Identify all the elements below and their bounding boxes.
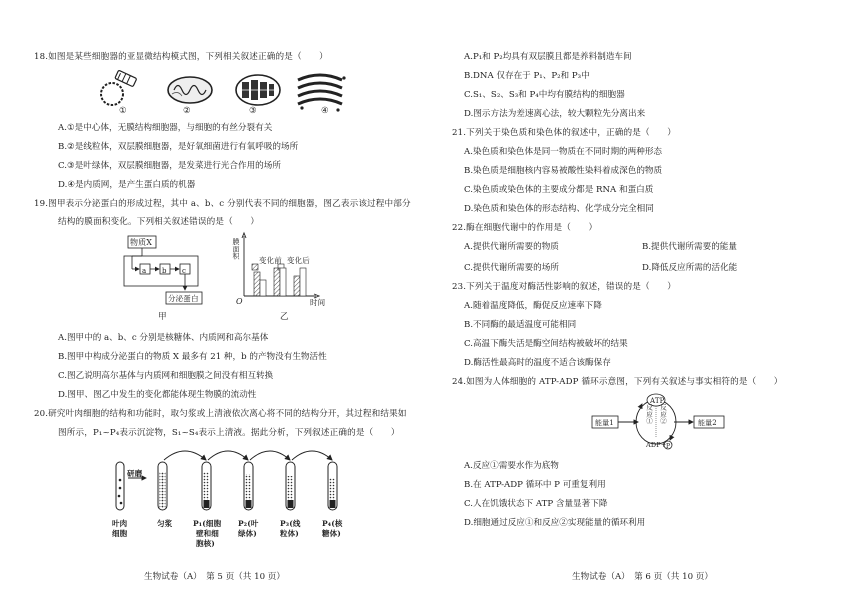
q24-option-b: B.在 ATP-ADP 循环中 P 可重复利用 <box>464 480 606 490</box>
fig-b-legend-before: 变化前 <box>259 256 282 265</box>
q22-stem: 22.酶在细胞代谢中的作用是（ ） <box>452 223 598 233</box>
tube-3-label: P₁(细胞 <box>193 519 222 528</box>
left-footer: 生物试卷（A） 第 5 页（共 10 页） <box>144 572 285 582</box>
atp-label: ATP <box>650 397 665 405</box>
fig-b-y-label: 膜面积 <box>232 238 240 260</box>
bar-3-after <box>300 268 306 296</box>
q23-option-b: B.不同酶的最适温度可能相同 <box>464 320 577 330</box>
q18-organelle-figure <box>90 64 350 120</box>
q18-stem: 18.如图是某些细胞器的亚显微结构模式图，下列相关叙述正确的是（ ） <box>34 52 328 62</box>
q20-tubes-figure <box>110 442 350 518</box>
q19-stem-2: 结构的膜面积变化。下列相关叙述错误的是（ ） <box>58 217 260 227</box>
tube-p3 <box>286 462 295 510</box>
q18-option-a: A.①是中心体，无膜结构细胞器，与细胞的有丝分裂有关 <box>58 123 273 133</box>
fig-b-origin: O <box>236 297 243 306</box>
bar-2-after <box>280 268 286 296</box>
q20-stem-1: 20.研究叶肉细胞的结构和功能时，取匀浆或上清液依次离心将不同的结构分开，其过程和结果如 <box>34 409 407 419</box>
q20-option-d: D.图示方法为差速离心法，较大颗粒先分离出来 <box>464 109 646 119</box>
tube-1-label: 叶肉 <box>112 519 128 528</box>
q22-option-a: A.提供代谢所需要的物质 <box>464 242 559 252</box>
q18-label-3: ③ <box>249 106 257 116</box>
legend-before-swatch <box>252 264 258 270</box>
q23-option-d: D.酶活性最高时的温度不适合该酶保存 <box>464 358 611 368</box>
q19-option-a: A.图甲中的 a、b、c 分别是核糖体、内质网和高尔基体 <box>58 333 269 343</box>
tube-5-label-2: 粒体) <box>280 529 299 538</box>
q21-option-b: B.染色质是细胞核内容易被酸性染料着成深色的物质 <box>464 166 663 176</box>
q20-option-c: C.S₁、S₂、S₃和 P₄中均有膜结构的细胞器 <box>464 90 625 100</box>
q24-stem: 24.如图为人体细胞的 ATP-ADP 循环示意图，下列有关叙述与事实相符的是（ ） <box>452 377 783 387</box>
q22-option-c: C.提供代谢所需要的场所 <box>464 263 559 273</box>
tube-3-label-2: 壁和细 <box>196 529 219 538</box>
tube-1-label-2: 细胞 <box>112 529 128 538</box>
fig-b-x-label: 时间 <box>310 298 326 307</box>
chloroplast-figure <box>236 75 280 105</box>
tube-p1 <box>202 462 211 510</box>
centriole-figure <box>101 70 137 105</box>
mitochondrion-figure <box>168 77 212 103</box>
q19-option-d: D.图甲、图乙中发生的变化都能体现生物膜的流动性 <box>58 390 257 400</box>
bar-2-before <box>274 268 280 296</box>
reaction1-label: 反应① <box>645 404 653 424</box>
energy1-label: 能量1 <box>595 419 614 427</box>
bar-3-before <box>294 276 300 296</box>
energy2-label: 能量2 <box>698 419 717 427</box>
tube-5-label: P₃(线 <box>280 519 301 528</box>
q19-option-c: C.图乙说明高尔基体与内质网和细胞膜之间没有相互转换 <box>58 371 274 381</box>
right-page <box>430 0 860 604</box>
q23-option-c: C.高温下酶失活是酶空间结构被破坏的结果 <box>464 339 628 349</box>
fig-a-product: 分泌蛋白 <box>168 294 199 303</box>
q18-label-1: ① <box>119 106 127 116</box>
bar-1-after <box>260 280 266 296</box>
q23-stem: 23.下列关于温度对酶活性影响的叙述，错误的是（ ） <box>452 282 676 292</box>
fig-b-legend-after: 变化后 <box>287 256 310 265</box>
q21-option-c: C.染色质或染色体的主要成分都是 RNA 和蛋白质 <box>464 185 654 195</box>
tube-p4 <box>328 462 337 510</box>
fig-a-caption: 甲 <box>158 312 167 322</box>
tube-4-label: P₂(叶 <box>238 519 259 528</box>
right-footer: 生物试卷（A） 第 6 页（共 10 页） <box>572 572 713 582</box>
bar-1-before <box>254 272 260 296</box>
fig-a-label-a: a <box>142 267 147 275</box>
tube-p2 <box>244 462 253 510</box>
q22-option-b: B.提供代谢所需要的能量 <box>642 242 737 252</box>
fig-b-caption: 乙 <box>280 312 289 322</box>
adp-label: ADP+ <box>646 441 667 449</box>
q24-option-a: A.反应①需要水作为底物 <box>464 461 559 471</box>
tube-6-label: P₄(核 <box>322 519 343 528</box>
q20-grind-label: 研磨 <box>127 469 143 478</box>
q18-option-d: D.④是内质网，是产生蛋白质的机器 <box>58 180 196 190</box>
q20-stem-2: 图所示，P₁~P₄表示沉淀物，S₁~S₄表示上清液。据此分析，下列叙述正确的是（ ） <box>58 428 400 438</box>
q19-option-b: B.图甲中构成分泌蛋白的物质 X 最多有 21 种，b 的产物没有生物活性 <box>58 352 327 362</box>
q21-option-a: A.染色质和染色体是同一物质在不同时期的两种形态 <box>464 147 663 157</box>
q18-option-c: C.③是叶绿体，双层膜细胞器，是发菜进行光合作用的场所 <box>58 161 281 171</box>
tube-leaf-cells <box>116 462 124 510</box>
q20-option-a: A.P₁和 P₂均具有双层膜且都是养料制造车间 <box>464 52 632 62</box>
q22-option-d: D.降低反应所需的活化能 <box>642 263 738 273</box>
q18-label-4: ④ <box>321 106 329 116</box>
reaction2-label: 反应② <box>659 404 667 424</box>
tube-3-label-3: 胞核) <box>196 539 215 548</box>
q18-label-2: ② <box>183 106 191 116</box>
q20-option-b: B.DNA 仅存在于 P₁、P₂和 P₃中 <box>464 71 590 81</box>
fig-a-label-c: c <box>182 267 187 275</box>
q24-option-d: D.细胞通过反应①和反应②实现能量的循环利用 <box>464 518 646 528</box>
q23-option-a: A.随着温度降低，酶促反应速率下降 <box>464 301 602 311</box>
tube-6-label-2: 糖体) <box>322 529 341 538</box>
q21-stem: 21.下列关于染色质和染色体的叙述中，正确的是（ ） <box>452 128 676 138</box>
fig-a-substance: 物质X <box>130 238 153 247</box>
q18-option-b: B.②是线粒体，双层膜细胞器，是好氧细菌进行有氧呼吸的场所 <box>58 142 299 152</box>
q21-option-d: D.染色质和染色体的形态结构、化学成分完全相同 <box>464 204 654 214</box>
fig-a-label-b: b <box>162 267 167 275</box>
q24-option-c: C.人在饥饿状态下 ATP 含量显著下降 <box>464 499 608 509</box>
q19-stem-1: 19.图甲表示分泌蛋白的形成过程，其中 a、b、c 分别代表不同的细胞器，图乙表示该过程中部分 <box>34 199 411 209</box>
tube-2-label: 匀浆 <box>157 519 173 528</box>
tube-4-label-2: 绿体) <box>238 529 257 538</box>
pi-label: P <box>666 443 671 450</box>
